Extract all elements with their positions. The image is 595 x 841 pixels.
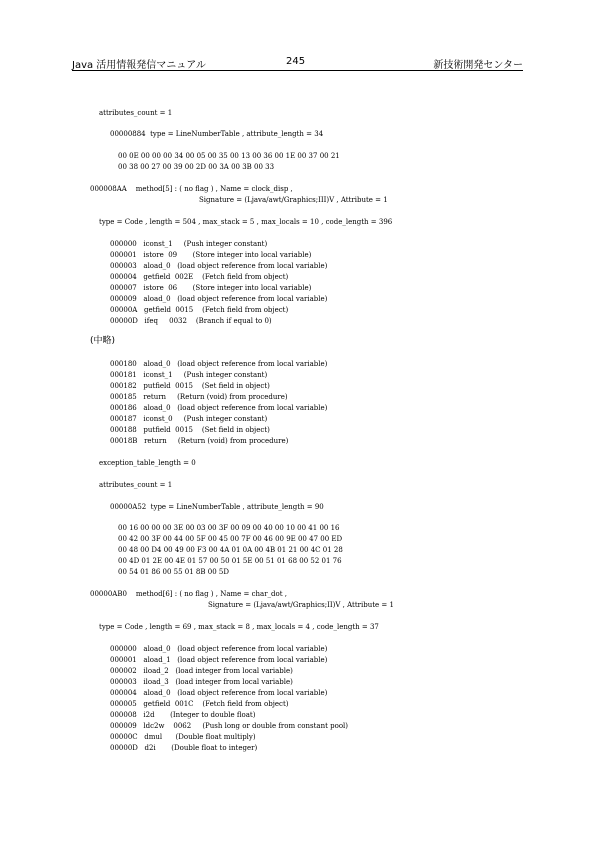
header-rule [72,70,523,71]
bytecode-line: 000003 aload_0 (load object reference from local variable) [110,262,328,270]
header-title: Java 活用情報発信マニュアル [72,60,206,71]
attributes-count-line: attributes_count = 1 [99,481,173,489]
bytecode-line: 000005 getfield 001C (Fetch field from object) [110,700,289,708]
hex-dump-line: 00 0E 00 00 00 34 00 05 00 35 00 13 00 36 00 1E 00 37 00 21 [118,152,340,160]
bytecode-line: 000180 aload_0 (load object reference from local variable) [110,360,328,368]
bytecode-line: 000000 iconst_1 (Push integer constant) [110,240,268,248]
code-attribute-line: type = Code , length = 69 , max_stack = 8 , max_locals = 4 , code_length = 37 [99,623,379,631]
attributes-count-line: attributes_count = 1 [99,109,173,117]
method-signature-line: Signature = (Ljava/awt/Graphics;II)V , Attribute = 1 [208,601,394,609]
bytecode-line: 000186 aload_0 (load object reference from local variable) [110,404,328,412]
page-number: 245 [286,56,306,67]
bytecode-line: 000001 istore 09 (Store integer into local variable) [110,251,312,259]
hex-dump-line: 00 16 00 00 00 3E 00 03 00 3F 00 09 00 40 00 10 00 41 00 16 [118,524,340,532]
method-header-line: 000008AA method[5] : ( no flag ) , Name = clock_disp , [90,185,293,193]
bytecode-line: 000007 istore 06 (Store integer into local variable) [110,284,312,292]
bytecode-line: 00000D d2i (Double float to integer) [110,744,258,752]
method-signature-line: Signature = (Ljava/awt/Graphics;III)V , Attribute = 1 [199,196,388,204]
attribute-header-line: 00000884 type = LineNumberTable , attribute_length = 34 [110,130,324,138]
bytecode-line: 000182 putfield 0015 (Set field in object) [110,382,270,390]
bytecode-line: 000004 getfield 002E (Fetch field from object) [110,273,289,281]
bytecode-line: 000000 aload_0 (load object reference from local variable) [110,645,328,653]
bytecode-line: 000188 putfield 0015 (Set field in object) [110,426,270,434]
header-department: 新技術開発センター [433,60,523,71]
hex-dump-line: 00 4D 01 2E 00 4E 01 57 00 50 01 5E 00 51 01 68 00 52 01 76 [118,557,342,565]
bytecode-line: 000009 aload_0 (load object reference from local variable) [110,295,328,303]
bytecode-line: 000008 i2d (Integer to double float) [110,711,256,719]
bytecode-line: 000181 iconst_1 (Push integer constant) [110,371,268,379]
hex-dump-line: 00 48 00 D4 00 49 00 F3 00 4A 01 0A 00 4B 01 21 00 4C 01 28 [118,546,343,554]
bytecode-line: 000003 iload_3 (load integer from local variable) [110,678,293,686]
bytecode-line: 000001 aload_1 (load object reference from local variable) [110,656,328,664]
bytecode-line: 000004 aload_0 (load object reference from local variable) [110,689,328,697]
omission-marker: (中略) [90,336,116,346]
hex-dump-line: 00 54 01 86 00 55 01 8B 00 5D [118,568,229,576]
bytecode-line: 00000D ifeq 0032 (Branch if equal to 0) [110,317,272,325]
bytecode-line: 00000A getfield 0015 (Fetch field from object) [110,306,289,314]
exception-table-line: exception_table_length = 0 [99,459,196,467]
bytecode-line: 00018B return (Return (void) from procedure) [110,437,289,445]
bytecode-line: 000002 iload_2 (load integer from local variable) [110,667,293,675]
bytecode-line: 000009 ldc2w 0062 (Push long or double from constant pool) [110,722,349,730]
method-header-line: 00000AB0 method[6] : ( no flag ) , Name = char_dot , [90,590,288,598]
hex-dump-line: 00 38 00 27 00 39 00 2D 00 3A 00 3B 00 33 [118,163,275,171]
bytecode-line: 000185 return (Return (void) from procedure) [110,393,288,401]
attribute-header-line: 00000A52 type = LineNumberTable , attribute_length = 90 [110,503,324,511]
bytecode-line: 000187 iconst_0 (Push integer constant) [110,415,268,423]
code-attribute-line: type = Code , length = 504 , max_stack = 5 , max_locals = 10 , code_length = 396 [99,218,393,226]
bytecode-line: 00000C dmul (Double float multiply) [110,733,256,741]
hex-dump-line: 00 42 00 3F 00 44 00 5F 00 45 00 7F 00 46 00 9E 00 47 00 ED [118,535,343,543]
